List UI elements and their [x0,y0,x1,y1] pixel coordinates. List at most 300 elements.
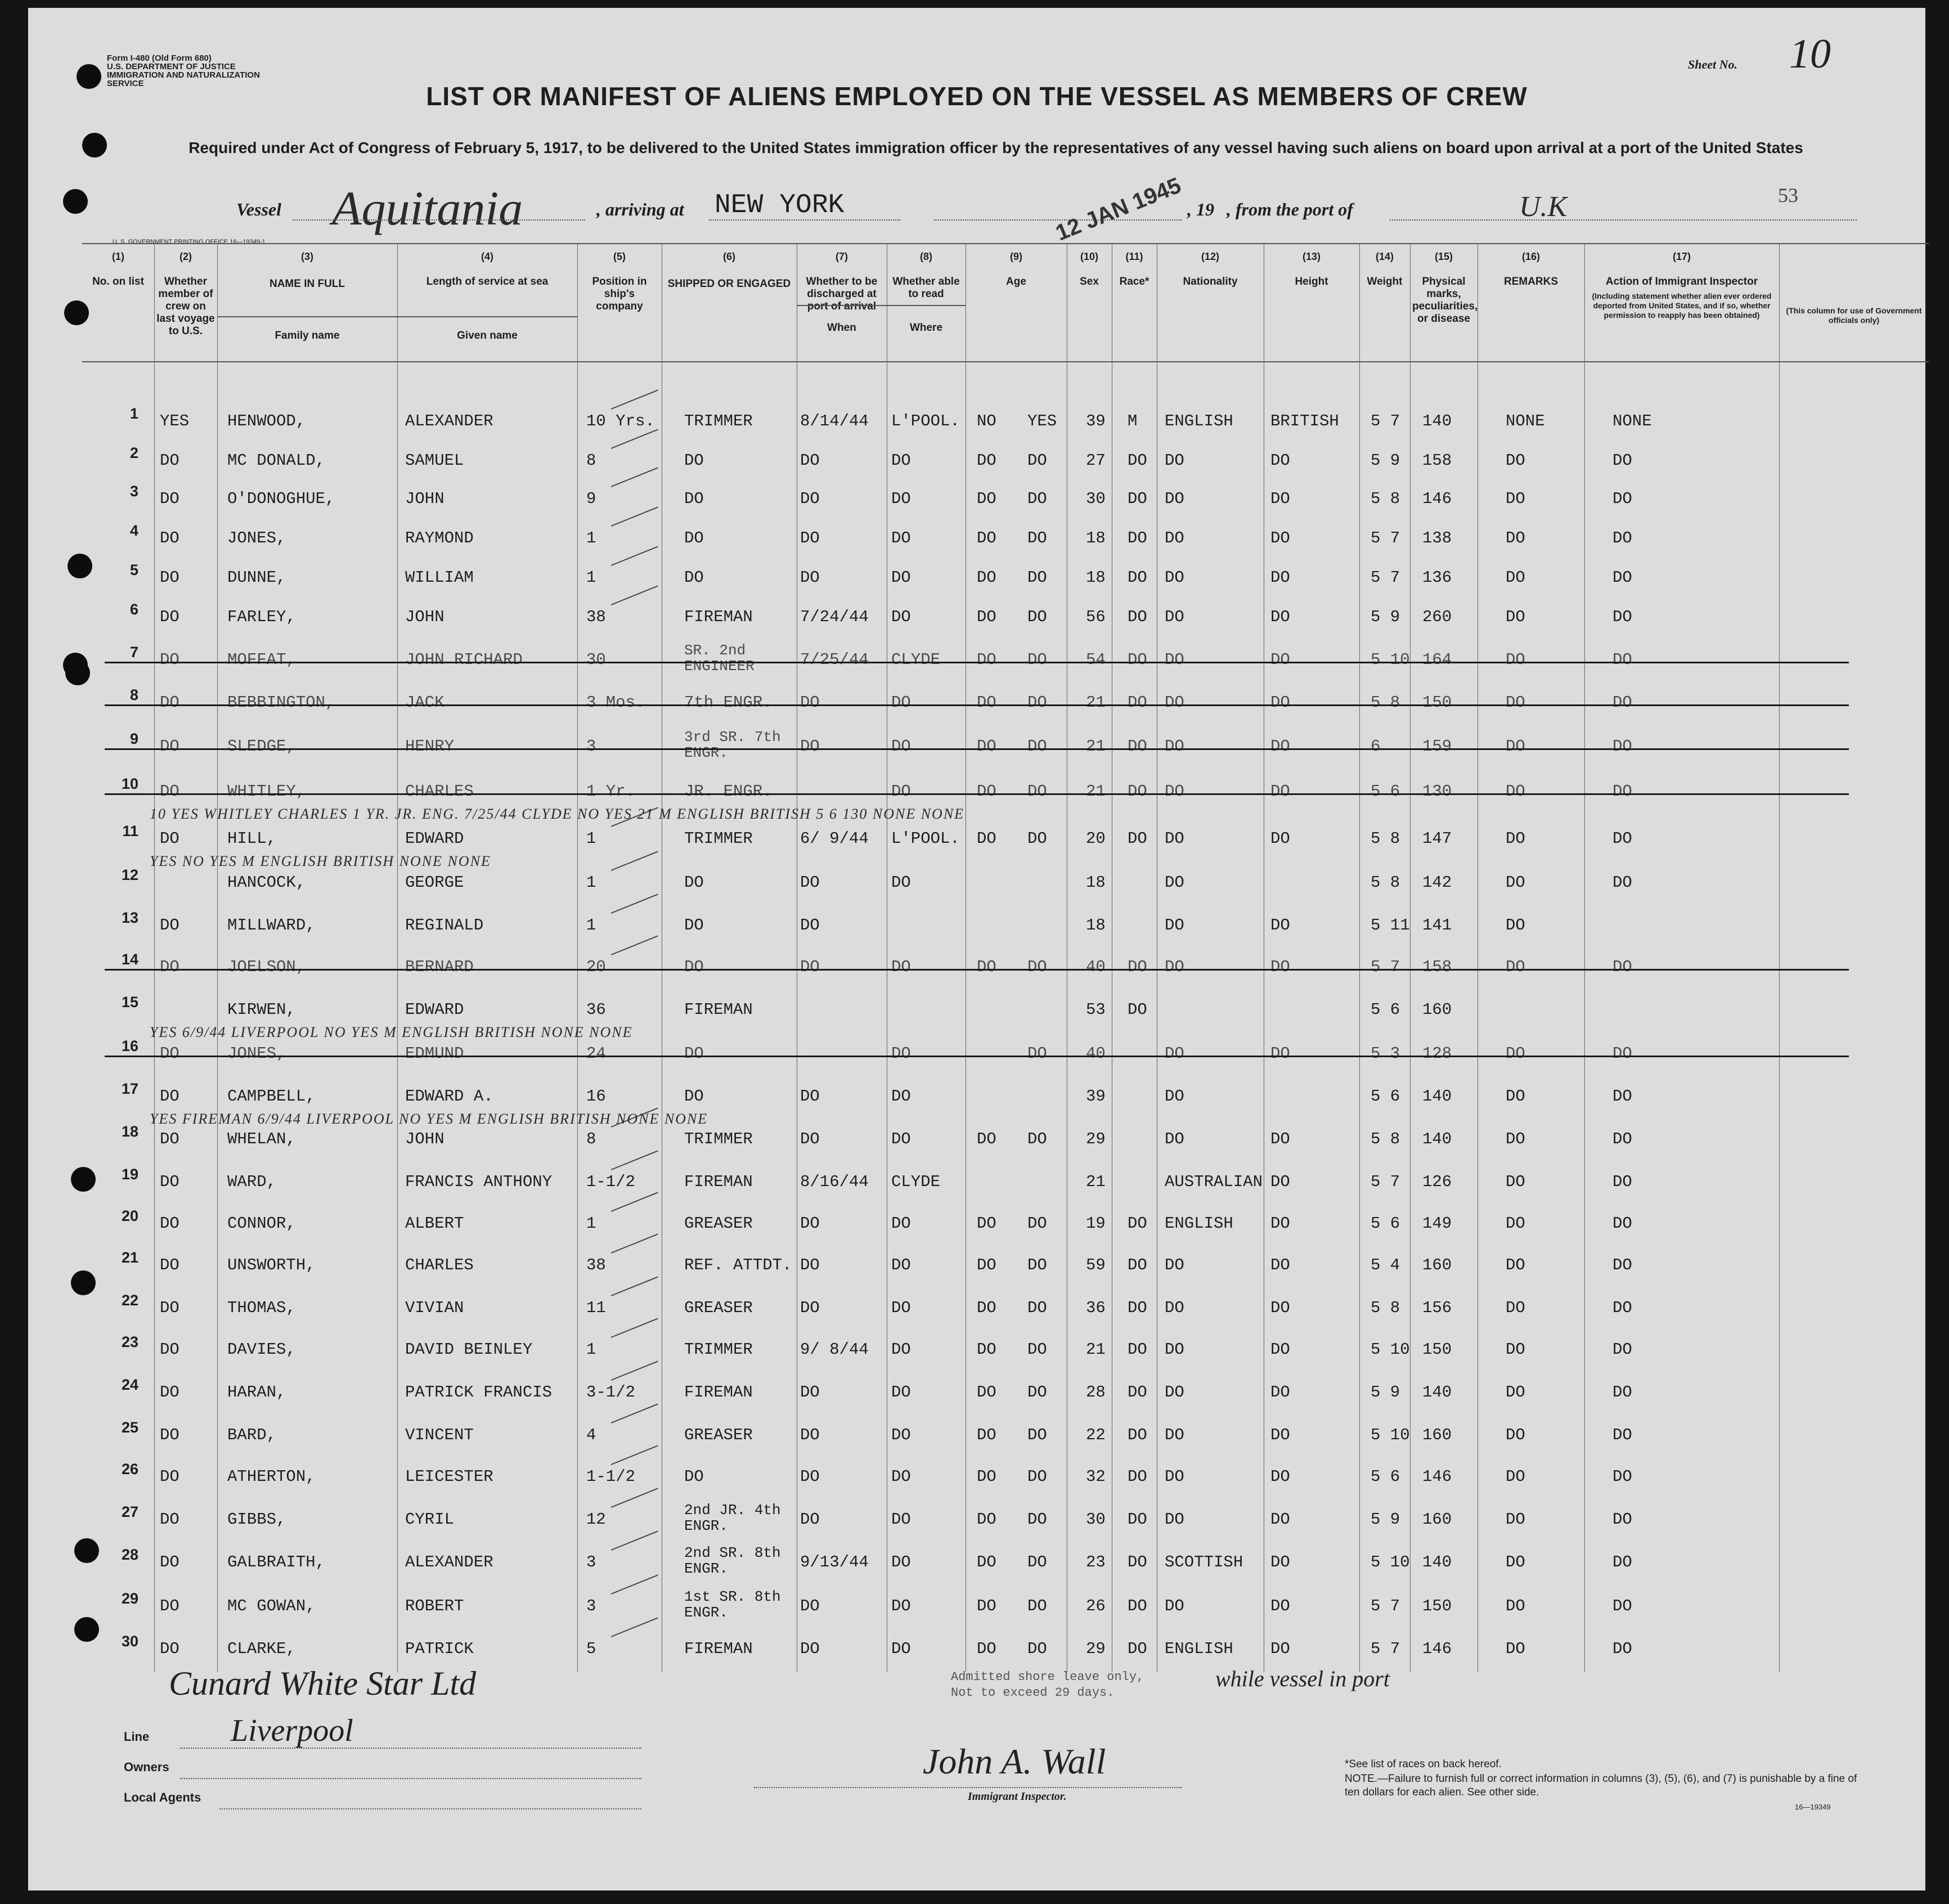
check-mark [611,585,658,605]
cell-race: DO [1165,490,1184,508]
cell-where: DO [891,1044,911,1063]
cell-race: DO [1165,1044,1184,1063]
cell-ht: 5 7 [1371,1173,1400,1191]
cell-when: DO [800,958,820,976]
cell-race: SCOTTISH [1165,1553,1243,1571]
row-number: 7 [129,644,138,661]
column-header: REMARKS [1503,276,1559,288]
cell-wt: 160 [1422,1000,1452,1019]
cell-family: HARAN, [227,1383,286,1402]
row-number: 19 [121,1166,138,1183]
cell-where: DO [891,1640,911,1658]
cell-ht: 5 6 [1371,782,1400,801]
cell-last: DO [160,1553,179,1571]
cell-age: 29 [1086,1130,1106,1148]
cell-disch: DO [977,1130,996,1148]
column-header: Weight [1367,276,1403,288]
cell-wt: 160 [1422,1256,1452,1274]
cell-disch: DO [977,490,996,508]
cell-remarks: DO [1613,1299,1632,1317]
check-mark [611,546,658,566]
cell-given: ALEXANDER [405,412,493,430]
cell-wt: 126 [1422,1173,1452,1191]
cell-read: DO [1027,1383,1047,1402]
cell-wt: 260 [1422,608,1452,626]
check-mark [611,935,658,955]
cell-nat: DO [1270,1214,1290,1233]
cell-nat: DO [1270,1299,1290,1317]
cell-nat: DO [1270,829,1290,848]
cell-wt: 140 [1422,1383,1452,1402]
cell-age: 36 [1086,1299,1106,1317]
cell-position: DO [684,568,704,587]
cell-read: DO [1027,829,1047,848]
cell-last: DO [160,958,179,976]
cell-marks: DO [1506,1426,1525,1444]
cell-nat: DO [1270,451,1290,470]
cell-sex: DO [1128,1383,1147,1402]
row-number: 28 [121,1546,138,1563]
cell-sex: DO [1128,829,1147,848]
cell-age: 40 [1086,958,1106,976]
cell-last: DO [160,1130,179,1148]
cell-position: JR. ENGR. [684,782,773,801]
cell-nat: DO [1270,782,1290,801]
cell-when: 8/16/44 [800,1173,869,1191]
cell-sex: DO [1128,1553,1147,1571]
cell-position: FIREMAN [684,1173,753,1191]
cell-wt: 158 [1422,451,1452,470]
cell-read: DO [1027,1640,1047,1658]
cell-race: AUSTRALIAN [1165,1173,1263,1191]
cell-where: DO [891,1553,911,1571]
column-header: Whether able to read [892,276,960,300]
cell-marks: DO [1506,529,1525,547]
cell-where: DO [891,737,911,756]
cell-remarks: DO [1613,737,1632,756]
cell-when: DO [800,1510,820,1529]
cell-position: TRIMMER [684,412,753,430]
cell-sex: DO [1128,1000,1147,1019]
column-number: (1) [112,251,124,262]
cell-where: DO [891,1299,911,1317]
cell-given: ALEXANDER [405,1553,493,1571]
cell-wt: 136 [1422,568,1452,587]
cell-wt: 147 [1422,829,1452,848]
cell-service: 36 [586,1000,606,1019]
row-number: 6 [129,601,138,618]
cell-ht: 5 7 [1371,529,1400,547]
row-number: 18 [121,1123,138,1140]
cell-disch: DO [977,1426,996,1444]
cell-read: DO [1027,490,1047,508]
cell-marks: DO [1506,1214,1525,1233]
cell-age: 30 [1086,1510,1106,1529]
cell-remarks: DO [1613,1640,1632,1658]
vessel-name: Aquitania [332,181,523,235]
cell-family: SLEDGE, [227,737,296,756]
cell-when: DO [800,1383,820,1402]
cell-age: 28 [1086,1383,1106,1402]
column-subheader: Given name [457,330,518,342]
cell-marks: DO [1506,1467,1525,1486]
cell-last: DO [160,1044,179,1063]
cell-given: VINCENT [405,1426,474,1444]
cell-age: 30 [1086,490,1106,508]
cell-marks: DO [1506,916,1525,935]
check-mark [611,1530,658,1551]
cell-read: DO [1027,1299,1047,1317]
cell-race: DO [1165,451,1184,470]
cell-given: LEICESTER [405,1467,493,1486]
arriving-label: , arriving at [596,199,684,219]
column-header: Length of service at sea [426,276,549,288]
form-id: Form I-480 (Old Form 680) U.S. DEPARTMENT OF JUSTICE IMMIGRATION AND NATURALIZATION SERVICE [107,53,260,88]
cell-age: 39 [1086,412,1106,430]
cell-where: DO [891,608,911,626]
cell-ht: 5 6 [1371,1000,1400,1019]
strike-through-line [105,662,1849,663]
cell-family: UNSWORTH, [227,1256,316,1274]
cell-nat: DO [1270,1467,1290,1486]
cell-given: SAMUEL [405,451,464,470]
cell-marks: DO [1506,1383,1525,1402]
cell-when: DO [800,737,820,756]
cell-read: DO [1027,693,1047,712]
cell-when: 7/25/44 [800,650,869,669]
cell-service: 1 [586,916,596,935]
cell-disch: DO [977,958,996,976]
cell-family: MC DONALD, [227,451,326,470]
cell-wt: 149 [1422,1214,1452,1233]
row-number: 21 [121,1249,138,1266]
cell-family: O'DONOGHUE, [227,490,335,508]
cell-age: 53 [1086,1000,1106,1019]
cell-sex: DO [1128,1467,1147,1486]
cell-last: DO [160,1087,179,1106]
punch-hole [82,133,107,158]
cell-sex: DO [1128,608,1147,626]
column-subheader: (Including statement whether alien ever ordered deported from United States, and if so, whether permission to reapply has been obtained) [1592,291,1772,320]
column-subheader: Where [909,322,943,334]
cell-position: DO [684,1044,704,1063]
column-subheader: When [827,322,856,334]
cell-remarks: DO [1613,1340,1632,1359]
cell-sex: DO [1128,1340,1147,1359]
cell-family: BARD, [227,1426,277,1444]
cell-given: JOHN [405,1130,444,1148]
cell-family: GIBBS, [227,1510,286,1529]
cell-position: TRIMMER [684,1130,753,1148]
check-mark [611,389,658,410]
cell-ht: 5 7 [1371,412,1400,430]
cell-marks: DO [1506,1299,1525,1317]
cell-wt: 140 [1422,1553,1452,1571]
cell-race: DO [1165,1087,1184,1106]
cell-service: 20 [586,958,606,976]
row-number: 15 [121,994,138,1011]
cell-family: MC GOWAN, [227,1597,316,1615]
cell-sex: DO [1128,1640,1147,1658]
cell-age: 21 [1086,1340,1106,1359]
cell-given: EDWARD [405,829,464,848]
cell-position: DO [684,916,704,935]
cell-position: FIREMAN [684,1000,753,1019]
column-subheader: (This column for use of Government officials only) [1786,306,1922,325]
column-number: (10) [1080,251,1098,262]
cell-last: DO [160,693,179,712]
check-mark [611,1276,658,1296]
cell-where: DO [891,1214,911,1233]
cell-position: 7th ENGR. [684,693,773,712]
column-number: (5) [613,251,626,262]
cell-ht: 5 8 [1371,829,1400,848]
cell-wt: 141 [1422,916,1452,935]
column-header: Nationality [1183,276,1238,288]
handwritten-correction: YES FIREMAN 6/9/44 LIVERPOOL NO YES M ENGLISH BRITISH NONE NONE [150,1111,708,1127]
cell-service: 3 [586,1597,596,1615]
column-number: (12) [1201,251,1219,262]
cell-remarks: DO [1613,829,1632,848]
cell-family: JONES, [227,1044,286,1063]
cell-age: 26 [1086,1597,1106,1615]
cell-marks: DO [1506,490,1525,508]
cell-ht: 5 10 [1371,650,1410,669]
vessel-label: Vessel [236,199,281,219]
cell-wt: 140 [1422,412,1452,430]
strike-through-line [105,793,1849,795]
column-header: No. on list [92,276,144,288]
cell-nat: DO [1270,1173,1290,1191]
cell-service: 3-1/2 [586,1383,636,1402]
cell-disch: DO [977,451,996,470]
cell-last: DO [160,568,179,587]
column-header: Whether member of crew on last voyage to U.S. [156,276,215,337]
cell-ht: 5 6 [1371,1467,1400,1486]
cell-age: 27 [1086,451,1106,470]
cell-read: DO [1027,529,1047,547]
cell-sex: DO [1128,1299,1147,1317]
cell-position: FIREMAN [684,608,753,626]
check-mark [611,1574,658,1595]
cell-last: DO [160,1340,179,1359]
cell-remarks: DO [1613,1383,1632,1402]
row-number: 9 [129,730,138,747]
cell-disch: DO [977,568,996,587]
page-number: 53 [1778,184,1798,206]
cell-last: DO [160,490,179,508]
shore-leave-1: Admitted shore leave only, [951,1670,1144,1684]
cell-where: DO [891,529,911,547]
cell-race: DO [1165,737,1184,756]
cell-where: DO [891,958,911,976]
cell-service: 3 [586,1553,596,1571]
cell-where: CLYDE [891,650,941,669]
strike-through-line [105,704,1849,706]
check-mark [611,506,658,527]
cell-disch: DO [977,1383,996,1402]
cell-family: FARLEY, [227,608,296,626]
cell-family: WARD, [227,1173,277,1191]
from-port: U.K [1519,191,1568,223]
cell-disch: DO [977,829,996,848]
cell-last: DO [160,829,179,848]
cell-wt: 160 [1422,1510,1452,1529]
cell-nat: DO [1270,1383,1290,1402]
cell-read: DO [1027,568,1047,587]
column-number: (15) [1434,251,1453,262]
cell-disch: DO [977,782,996,801]
cell-race: DO [1165,1299,1184,1317]
cell-race: DO [1165,1467,1184,1486]
page-title: LIST OR MANIFEST OF ALIENS EMPLOYED ON THE VESSEL AS MEMBERS OF CREW [426,82,1528,111]
cell-disch: DO [977,608,996,626]
sheet-number: 10 [1789,31,1831,77]
cell-last: DO [160,1640,179,1658]
cell-ht: 5 8 [1371,1130,1400,1148]
cell-service: 8 [586,451,596,470]
cell-age: 18 [1086,916,1106,935]
cell-marks: DO [1506,568,1525,587]
cell-race: DO [1165,1510,1184,1529]
cell-where: L'POOL. [891,412,960,430]
cell-disch: DO [977,1553,996,1571]
cell-when: 8/14/44 [800,412,869,430]
cell-family: HILL, [227,829,277,848]
cell-ht: 5 7 [1371,1597,1400,1615]
cell-nat: DO [1270,1510,1290,1529]
cell-when: 9/13/44 [800,1553,869,1571]
column-number: (14) [1375,251,1394,262]
cell-given: CHARLES [405,782,474,801]
cell-wt: 164 [1422,650,1452,669]
cell-given: DAVID BEINLEY [405,1340,533,1359]
check-mark [611,1318,658,1338]
cell-service: 3 [586,737,596,756]
cell-sex: DO [1128,1256,1147,1274]
cell-service: 38 [586,1256,606,1274]
punch-hole [63,189,88,214]
cell-when: DO [800,1256,820,1274]
cell-position: GREASER [684,1299,753,1317]
cell-race: DO [1165,1383,1184,1402]
cell-last: YES [160,412,190,430]
cell-race: ENGLISH [1165,1214,1233,1233]
cell-when: 9/ 8/44 [800,1340,869,1359]
cell-service: 8 [586,1130,596,1148]
cell-read: DO [1027,1214,1047,1233]
row-number: 17 [121,1080,138,1097]
row-number: 1 [129,405,138,422]
cell-race: DO [1165,608,1184,626]
cell-where: DO [891,1467,911,1486]
cell-race: DO [1165,958,1184,976]
cell-wt: 130 [1422,782,1452,801]
row-number: 14 [121,951,138,968]
cell-where: DO [891,1087,911,1106]
cell-read: DO [1027,1597,1047,1615]
check-mark [611,1403,658,1423]
cell-read: DO [1027,782,1047,801]
cell-age: 23 [1086,1553,1106,1571]
cell-position: DO [684,1087,704,1106]
cell-sex: DO [1128,693,1147,712]
cell-marks: DO [1506,1256,1525,1274]
printer-line: U. S. GOVERNMENT PRINTING OFFICE 16—19349-1 [113,239,266,245]
cell-age: 21 [1086,782,1106,801]
cell-marks: DO [1506,1087,1525,1106]
cell-nat: BRITISH [1270,412,1339,430]
cell-age: 56 [1086,608,1106,626]
cell-family: ATHERTON, [227,1467,316,1486]
cell-read: DO [1027,958,1047,976]
column-header: Height [1295,276,1328,288]
cell-service: 1-1/2 [586,1173,636,1191]
cell-family: DAVIES, [227,1340,296,1359]
cell-wt: 128 [1422,1044,1452,1063]
cell-nat: DO [1270,737,1290,756]
row-number: 8 [129,686,138,703]
cell-read: DO [1027,650,1047,669]
cell-position: REF. ATTDT. [684,1256,792,1274]
cell-ht: 5 8 [1371,490,1400,508]
cell-position: DO [684,873,704,892]
cell-service: 11 [586,1299,606,1317]
cell-race: DO [1165,829,1184,848]
cell-race: DO [1165,693,1184,712]
cell-service: 1-1/2 [586,1467,636,1486]
cell-marks: DO [1506,782,1525,801]
cell-last: DO [160,737,179,756]
cell-read: DO [1027,1467,1047,1486]
manifest-sheet [28,8,1925,1890]
cell-wt: 150 [1422,1597,1452,1615]
strike-through-line [105,1056,1849,1057]
cell-race: DO [1165,1597,1184,1615]
cell-remarks: DO [1613,1214,1632,1233]
cell-remarks: DO [1613,782,1632,801]
cell-last: DO [160,650,179,669]
shore-leave-2: Not to exceed 29 days. [951,1686,1115,1700]
cell-when: DO [800,1426,820,1444]
cell-nat: DO [1270,1340,1290,1359]
cell-read: DO [1027,1426,1047,1444]
row-number: 2 [129,444,138,461]
cell-marks: DO [1506,1510,1525,1529]
cell-given: ROBERT [405,1597,464,1615]
strike-through-line [105,969,1849,971]
cell-when: DO [800,1597,820,1615]
cell-race: DO [1165,568,1184,587]
cell-where: DO [891,1340,911,1359]
cell-marks: DO [1506,1597,1525,1615]
column-number: (3) [301,251,313,262]
row-number: 13 [121,909,138,926]
cell-given: RAYMOND [405,529,474,547]
cell-nat: DO [1270,1640,1290,1658]
cell-position: FIREMAN [684,1640,753,1658]
cell-age: 22 [1086,1426,1106,1444]
cell-position: GREASER [684,1214,753,1233]
cell-where: DO [891,1597,911,1615]
cell-disch: DO [977,650,996,669]
cell-family: CONNOR, [227,1214,296,1233]
cell-read: DO [1027,737,1047,756]
cell-given: EDWARD A. [405,1087,493,1106]
row-number: 24 [121,1376,138,1393]
column-number: (2) [179,251,192,262]
check-mark [611,1360,658,1381]
